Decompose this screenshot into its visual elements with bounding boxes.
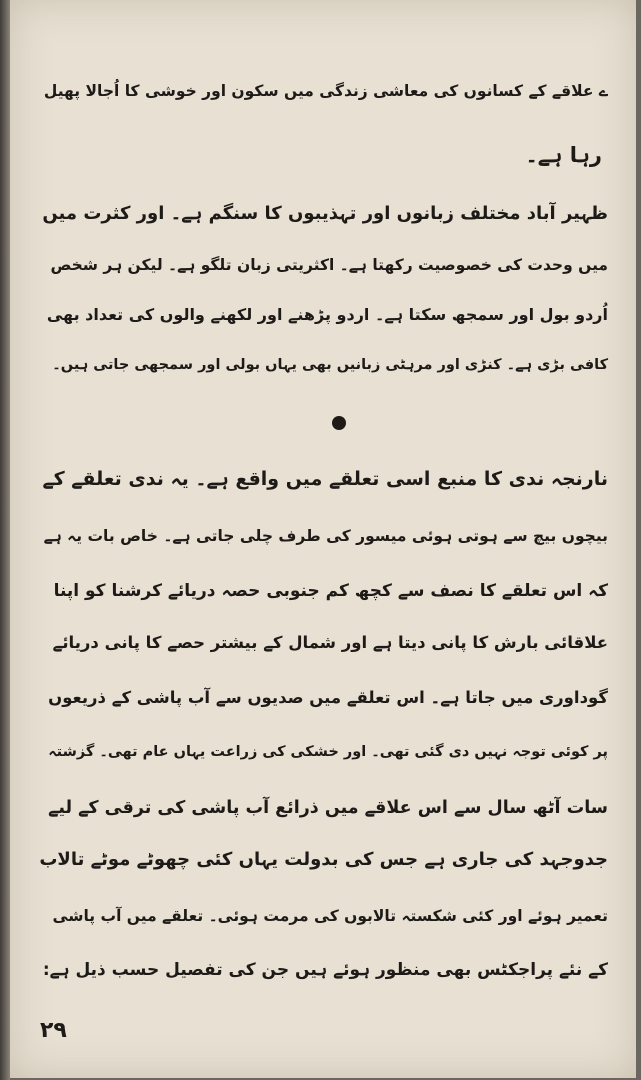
text-line-15: تعمیر ہوئے اور کئی شکستہ تالابوں کی مرمت ہوئی۔ تعلقے میں آب پاشی (52, 907, 608, 925)
text-line-16: کے نئے پراجکٹس بھی منظور ہوئے ہیں جن کی تفصیل حسب ذیل ہے: (42, 960, 608, 980)
section-bullet (332, 416, 346, 430)
text-line-7: نارنجہ ندی کا منبع اسی تعلقے میں واقع ہے۔ یہ ندی تعلقے کے (42, 468, 608, 490)
text-line-1: ے علاقے کے کسانوں کی معاشی زندگی میں سکون اور خوشی کا اُجالا پھیل (43, 82, 608, 100)
text-line-11: گوداوری میں جاتا ہے۔ اس تعلقے میں صدیوں سے آب پاشی کے ذریعوں (48, 688, 608, 707)
text-line-8: بیچوں بیچ سے ہوتی ہوئی میسور کی طرف چلی جاتی ہے۔ خاص بات یہ ہے (43, 527, 608, 545)
book-page (10, 0, 636, 1078)
text-line-3: ظہیر آباد مختلف زبانوں اور تہذیبوں کا سنگم ہے۔ اور کثرت میں (42, 203, 608, 224)
text-line-13: سات آٹھ سال سے اس علاقے میں ذرائع آب پاشی کی ترقی کے لیے (48, 798, 608, 818)
page-number: ۲۹ (40, 1018, 67, 1043)
text-line-2: رہا ہے۔ (525, 143, 602, 167)
page-edge-shadow (0, 0, 10, 1080)
text-line-10: علاقائی بارش کا پانی دیتا ہے اور شمال کے بیشتر حصے کا پانی دریائے (52, 633, 608, 652)
text-line-5: اُردو بول اور سمجھ سکتا ہے۔ اردو پڑھنے اور لکھنے والوں کی تعداد بھی (46, 305, 608, 324)
text-line-4: میں وحدت کی خصوصیت رکھتا ہے۔ اکثریتی زبان تلگو ہے۔ لیکن ہر شخص (50, 256, 608, 274)
text-line-6: کافی بڑی ہے۔ کنڑی اور مرہٹی زبانیں بھی یہاں بولی اور سمجھی جاتی ہیں۔ (52, 357, 608, 373)
text-line-12: پر کوئی توجہ نہیں دی گئی تھی۔ اور خشکی کی زراعت یہاں عام تھی۔ گزشتہ (48, 744, 608, 760)
text-line-14: جدوجہد کی جاری ہے جس کی بدولت یہاں کئی چھوٹے موٹے تالاب (39, 849, 608, 870)
text-line-9: کہ اس تعلقے کا نصف سے کچھ کم جنوبی حصہ دریائے کرشنا کو اپنا (53, 581, 608, 601)
